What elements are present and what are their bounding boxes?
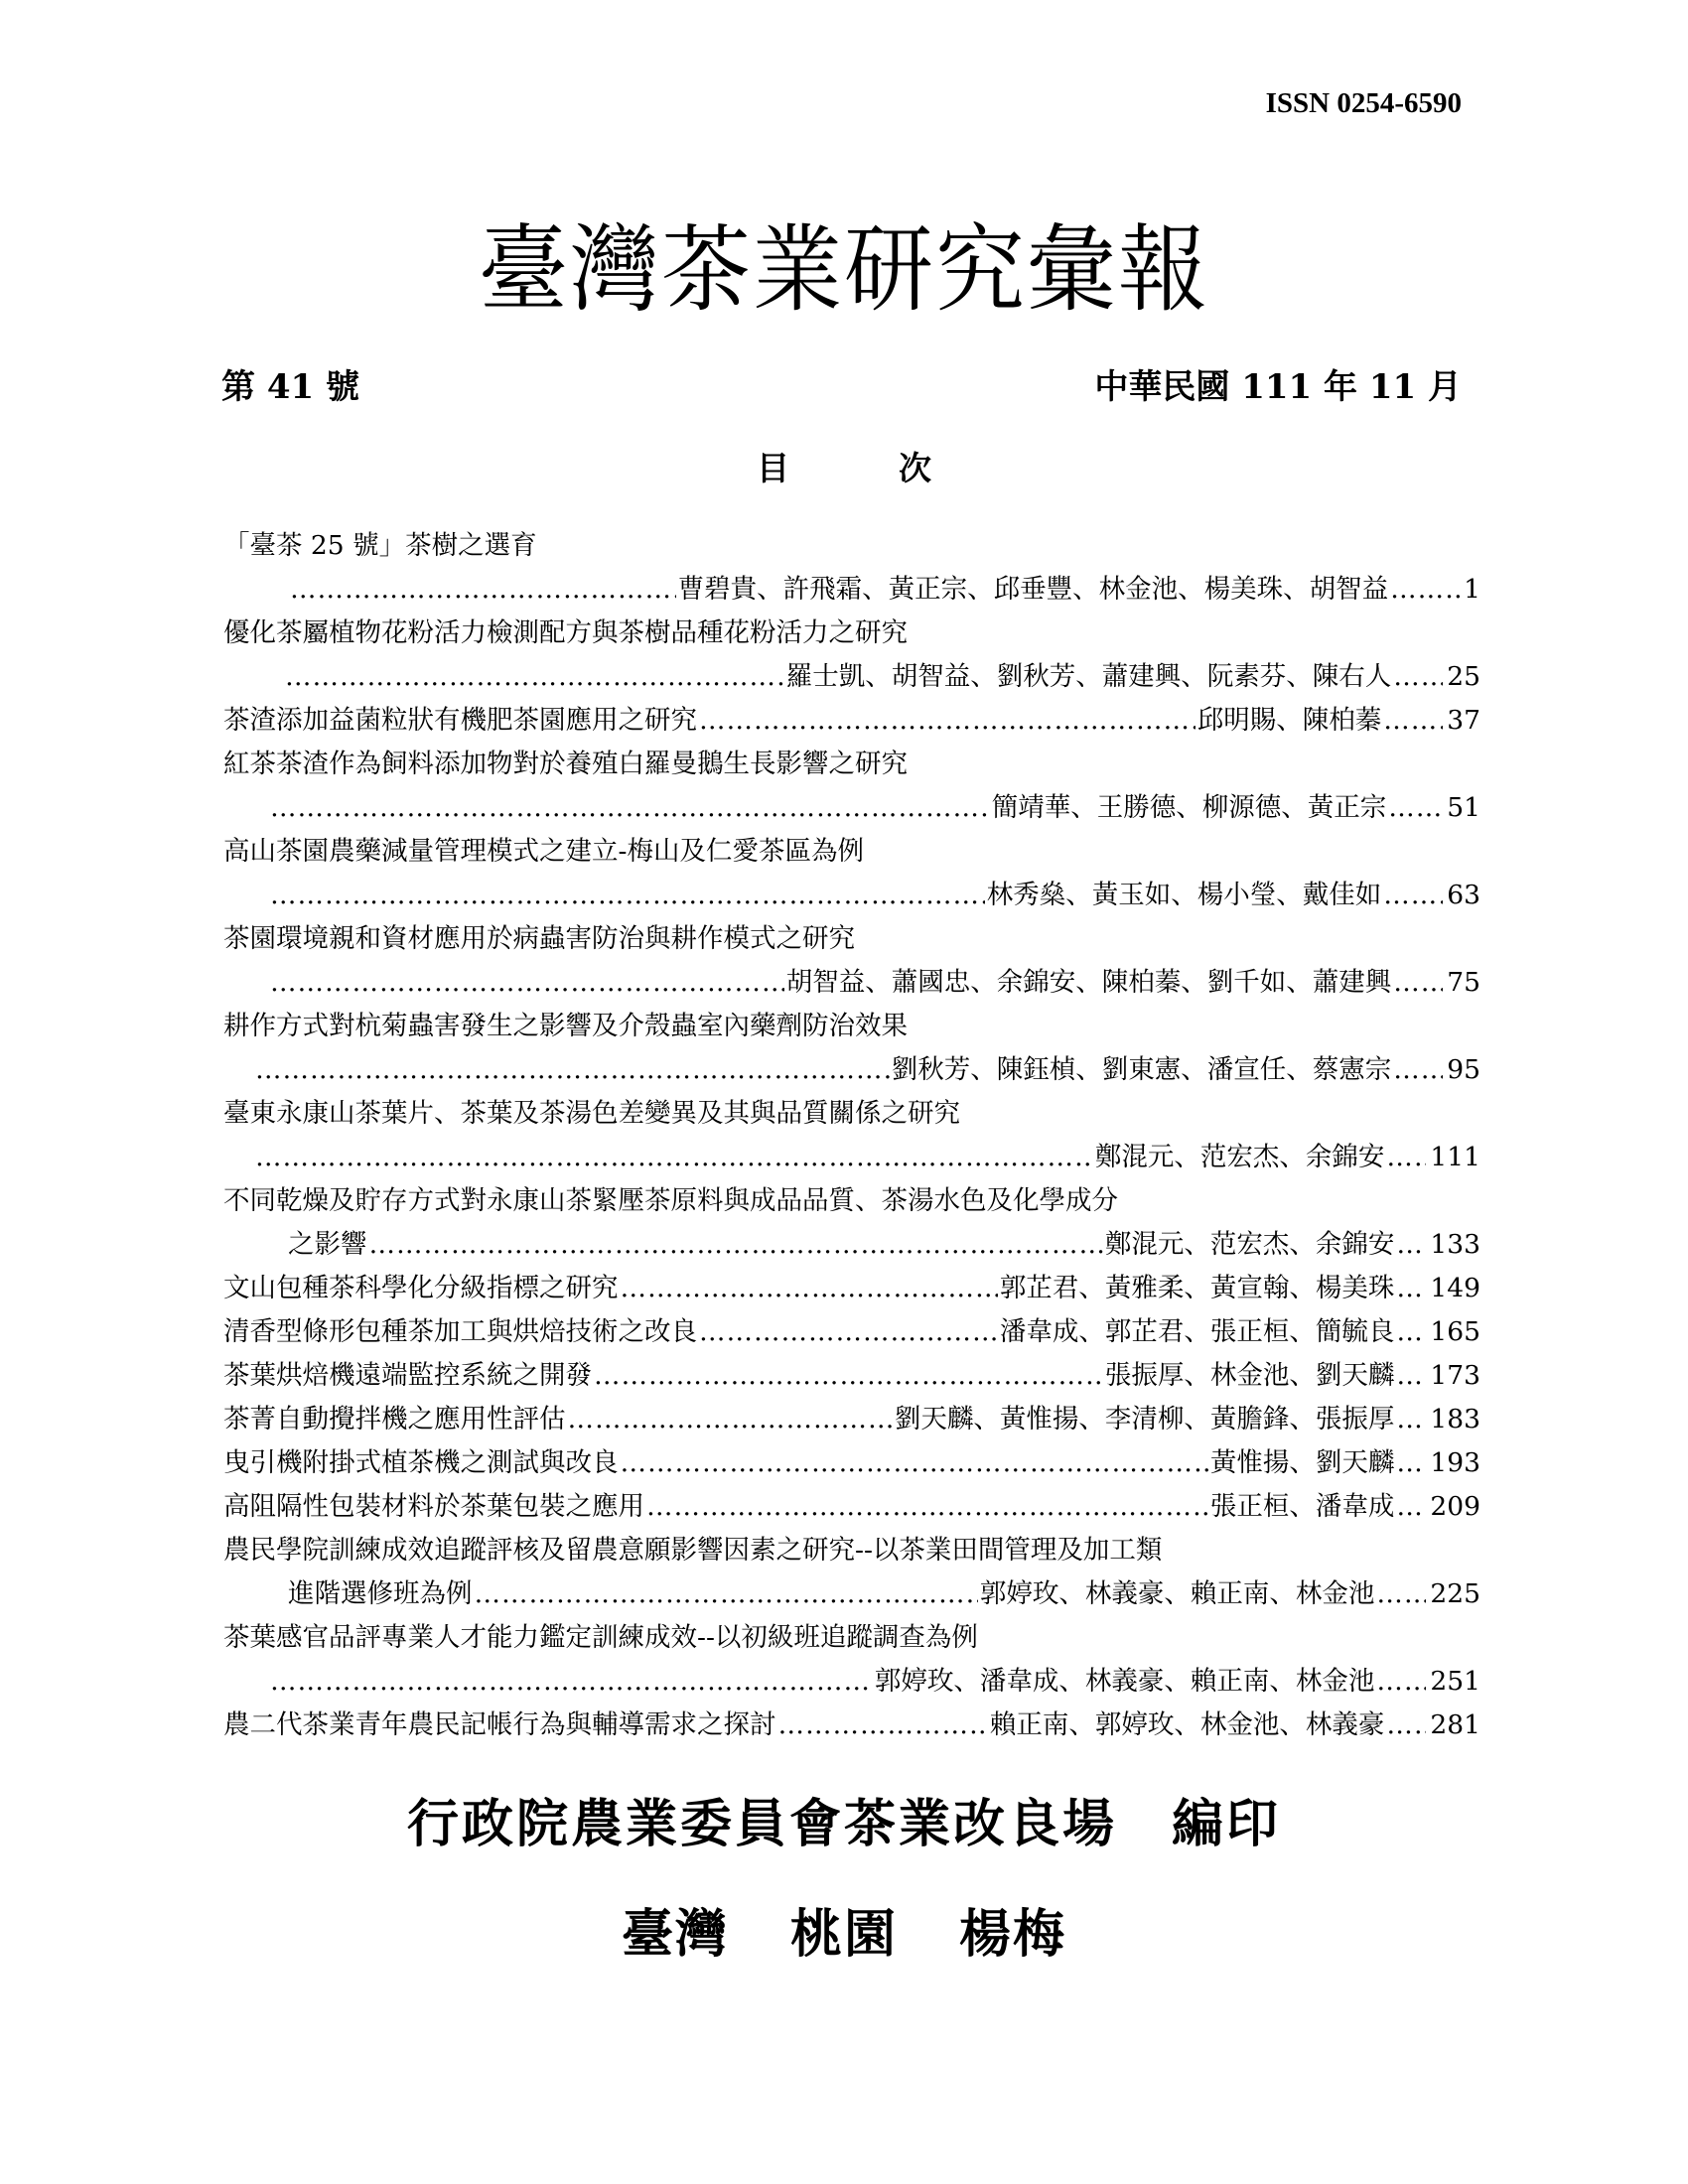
- toc-entry-title: 不同乾燥及貯存方式對永康山茶緊壓茶原料與成品品質、茶湯水色及化學成分: [223, 1185, 1118, 1216]
- toc-entry-title-cont: 之影響: [288, 1229, 367, 1260]
- toc-entry[interactable]: [223, 699, 1480, 743]
- dot-leader: [1396, 1310, 1426, 1354]
- dot-leader: [778, 1704, 988, 1747]
- dot-leader: [568, 1398, 893, 1441]
- toc-entry[interactable]: [223, 1704, 1480, 1747]
- toc-entry-title-cont: 進階選修班為例: [288, 1578, 473, 1609]
- toc-entry-authors: 張正桓、潘韋成: [1209, 1491, 1395, 1522]
- dot-leader: [594, 1354, 1103, 1398]
- toc-entry[interactable]: [223, 612, 1480, 699]
- dot-leader: [1383, 874, 1443, 917]
- publisher-location: [0, 1892, 1688, 1967]
- toc-entry-authors: 賴正南、郭婷玫、林金池、林義豪: [989, 1709, 1385, 1740]
- dot-leader: [1386, 1136, 1426, 1179]
- toc-entry[interactable]: [223, 1179, 1480, 1267]
- dot-leader: [255, 1136, 1093, 1179]
- dot-leader: [1388, 786, 1443, 830]
- dot-leader: [270, 874, 985, 917]
- dot-leader: [270, 1660, 873, 1704]
- toc-entry-title: 優化茶屬植物花粉活力檢測配方與茶樹品種花粉活力之研究: [223, 617, 908, 648]
- location-city: 桃園: [789, 1904, 898, 1965]
- toc-entry-page: 193: [1430, 1447, 1480, 1478]
- toc-entry-title: 清香型條形包種茶加工與烘焙技術之改良: [223, 1316, 697, 1347]
- publisher: [0, 1782, 1688, 1856]
- dot-leader: [255, 1048, 890, 1092]
- toc-entry-page: 25: [1447, 661, 1480, 692]
- toc-entry[interactable]: [223, 830, 1480, 917]
- toc-entry[interactable]: [223, 524, 1480, 612]
- toc-entry-authors: 張振厚、林金池、劉天麟: [1104, 1360, 1395, 1391]
- toc-entry[interactable]: [223, 1485, 1480, 1529]
- toc-entry-authors: 鄭混元、范宏杰、余錦安: [1104, 1229, 1395, 1260]
- toc-entry-title: 茶葉感官品評專業人才能力鑑定訓練成效--以初級班追蹤調查為例: [223, 1622, 978, 1653]
- toc-entry[interactable]: [223, 1354, 1480, 1398]
- toc-entry-authors: 劉天麟、黃惟揚、李清柳、黃膽鋒、張振厚: [894, 1404, 1395, 1434]
- dot-leader: [1393, 961, 1443, 1005]
- dot-leader: [1396, 1354, 1426, 1398]
- toc-entry[interactable]: [223, 1616, 1480, 1704]
- dot-leader: [1386, 1704, 1426, 1747]
- toc-entry-page: 209: [1430, 1491, 1480, 1522]
- dot-leader: [290, 568, 676, 612]
- toc-entry-page: 51: [1447, 792, 1480, 823]
- dot-leader: [369, 1223, 1103, 1267]
- toc-entry[interactable]: [223, 1398, 1480, 1441]
- dot-leader: [699, 699, 1196, 743]
- toc-entry-title: 茶葉烘焙機遠端監控系統之開發: [223, 1360, 592, 1391]
- dot-leader: [285, 655, 784, 699]
- issue-number: 第 41 號: [221, 367, 359, 407]
- toc-entry[interactable]: [223, 917, 1480, 1005]
- toc-entry-authors: 胡智益、蕭國忠、余錦安、陳柏蓁、劉千如、蕭建興: [785, 967, 1392, 998]
- toc-entry-title: 臺東永康山茶葉片、茶葉及茶湯色差變異及其與品質關係之研究: [223, 1098, 960, 1129]
- dot-leader: [1396, 1441, 1426, 1485]
- toc-entry[interactable]: [223, 1267, 1480, 1310]
- toc-entry-authors: 劉秋芳、陳鈺楨、劉東憲、潘宣任、蔡憲宗: [891, 1054, 1392, 1085]
- toc-entry-title: 高山茶園農藥減量管理模式之建立-梅山及仁愛茶區為例: [223, 836, 864, 867]
- toc-entry-page: 133: [1430, 1229, 1480, 1260]
- dot-leader: [270, 961, 784, 1005]
- toc-entry-authors: 郭婷玫、林義豪、賴正南、林金池: [979, 1578, 1375, 1609]
- publisher-suffix: 編印: [1172, 1794, 1282, 1854]
- toc-entry-title: 農二代茶業青年農民記帳行為與輔導需求之探討: [223, 1709, 776, 1740]
- toc-entry-page: 95: [1447, 1054, 1480, 1085]
- toc-entry-page: 37: [1447, 705, 1480, 736]
- toc-entry-page: 63: [1447, 880, 1480, 910]
- dot-leader: [646, 1485, 1208, 1529]
- dot-leader: [1396, 1398, 1426, 1441]
- toc-entry-page: 75: [1447, 967, 1480, 998]
- toc-entry[interactable]: [223, 1310, 1480, 1354]
- location-country: 臺灣: [621, 1904, 729, 1965]
- toc-entry-authors: 潘韋成、郭芷君、張正桓、簡毓良: [999, 1316, 1395, 1347]
- issue-date: 中華民國 111 年 11 月: [1094, 367, 1462, 407]
- toc-entry-title: 文山包種茶科學化分級指標之研究: [223, 1273, 619, 1303]
- toc-entry-page: 225: [1430, 1578, 1480, 1609]
- toc-entry[interactable]: [223, 1529, 1480, 1616]
- dot-leader: [475, 1572, 978, 1616]
- toc-entry-page: 173: [1430, 1360, 1480, 1391]
- toc-entry-page: 251: [1430, 1666, 1480, 1697]
- toc-heading: 目次: [757, 449, 1041, 487]
- toc-entry-page: 149: [1430, 1273, 1480, 1303]
- dot-leader: [1396, 1485, 1426, 1529]
- dot-leader: [270, 786, 990, 830]
- dot-leader: [1393, 655, 1443, 699]
- dot-leader: [1393, 1048, 1443, 1092]
- toc-entry[interactable]: [223, 1005, 1480, 1092]
- toc-entry[interactable]: [223, 743, 1480, 830]
- toc-entry-page: 281: [1430, 1709, 1480, 1740]
- toc-entry-page: 111: [1430, 1142, 1480, 1172]
- dot-leader: [621, 1441, 1208, 1485]
- toc-entry-title: 耕作方式對杭菊蟲害發生之影響及介殼蟲室內藥劑防治效果: [223, 1011, 908, 1041]
- toc-entry-authors: 黃惟揚、劉天麟: [1209, 1447, 1395, 1478]
- dot-leader: [1390, 568, 1460, 612]
- toc-entry-title: 高阻隔性包裝材料於茶葉包裝之應用: [223, 1491, 644, 1522]
- toc-entry-page: 183: [1430, 1404, 1480, 1434]
- toc-entry-title: 茶園環境親和資材應用於病蟲害防治與耕作模式之研究: [223, 923, 855, 954]
- toc-entry[interactable]: [223, 1441, 1480, 1485]
- dot-leader: [1396, 1223, 1426, 1267]
- toc-entry-authors: 邱明賜、陳柏蓁: [1196, 705, 1382, 736]
- table-of-contents: [223, 524, 1480, 1747]
- toc-entry-title: 紅茶茶渣作為飼料添加物對於養殖白羅曼鵝生長影響之研究: [223, 749, 908, 779]
- toc-entry-title: 曳引機附掛式植茶機之測試與改良: [223, 1447, 619, 1478]
- dot-leader: [699, 1310, 998, 1354]
- toc-entry-page: 1: [1464, 574, 1480, 605]
- toc-entry-authors: 鄭混元、范宏杰、余錦安: [1094, 1142, 1385, 1172]
- dot-leader: [621, 1267, 998, 1310]
- dot-leader: [1376, 1660, 1426, 1704]
- toc-entry[interactable]: [223, 1092, 1480, 1179]
- journal-title: 臺灣茶業研究彙報: [479, 214, 1209, 326]
- toc-entry-authors: 林秀燊、黃玉如、楊小瑩、戴佳如: [986, 880, 1382, 910]
- issn: ISSN 0254-6590: [1265, 87, 1462, 119]
- toc-entry-title: 茶渣添加益菌粒狀有機肥茶園應用之研究: [223, 705, 697, 736]
- toc-entry-authors: 郭婷玫、潘韋成、林義豪、賴正南、林金池: [874, 1666, 1375, 1697]
- toc-entry-title: 茶菁自動攪拌機之應用性評估: [223, 1404, 566, 1434]
- toc-entry-authors: 羅士凱、胡智益、劉秋芳、蕭建興、阮素芬、陳右人: [785, 661, 1392, 692]
- toc-entry-authors: 簡靖華、王勝德、柳源德、黃正宗: [991, 792, 1387, 823]
- location-district: 楊梅: [959, 1904, 1067, 1965]
- toc-entry-authors: 郭芷君、黃雅柔、黃宣翰、楊美珠: [999, 1273, 1395, 1303]
- dot-leader: [1396, 1267, 1426, 1310]
- dot-leader: [1383, 699, 1443, 743]
- toc-entry-title: 農民學院訓練成效追蹤評核及留農意願影響因素之研究--以茶業田間管理及加工類: [223, 1535, 1163, 1566]
- toc-entry-page: 165: [1430, 1316, 1480, 1347]
- publisher-name: 行政院農業委員會茶業改良場: [406, 1794, 1117, 1854]
- toc-entry-title: 「臺茶 25 號」茶樹之選育: [223, 530, 537, 561]
- toc-entry-authors: 曹碧貴、許飛霜、黃正宗、邱垂豐、林金池、楊美珠、胡智益: [677, 574, 1389, 605]
- dot-leader: [1376, 1572, 1426, 1616]
